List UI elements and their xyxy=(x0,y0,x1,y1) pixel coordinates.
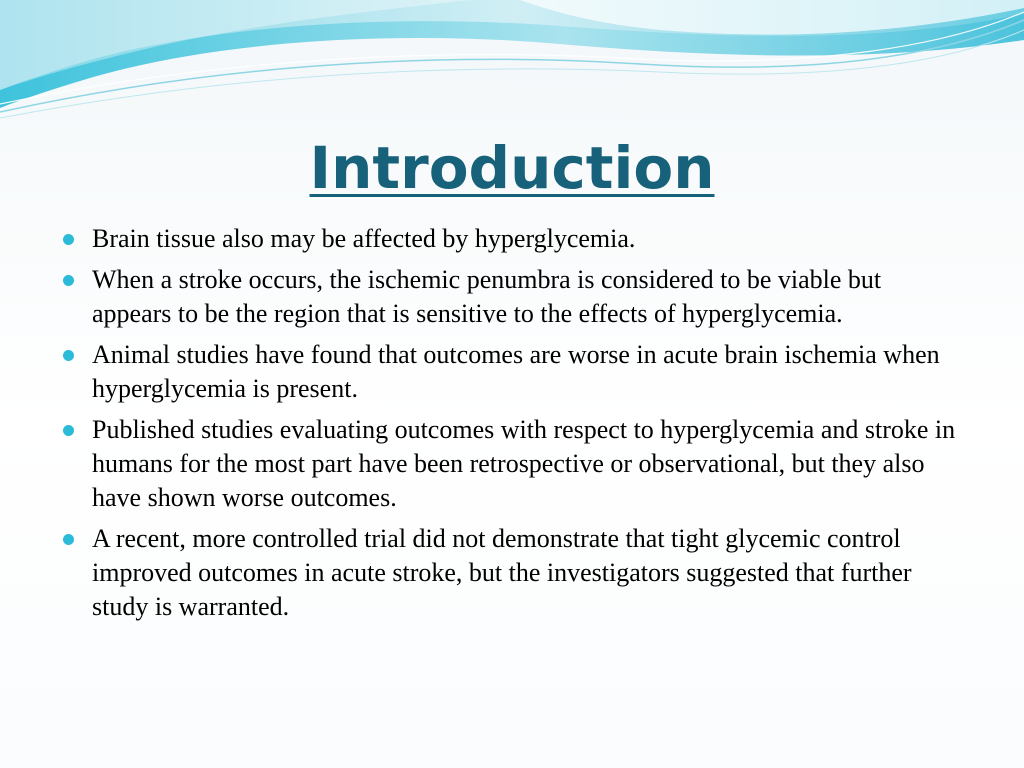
bullet-text: Brain tissue also may be affected by hyperglycemia. xyxy=(92,224,636,253)
bullet-list xyxy=(62,222,962,631)
bullet-text: Published studies evaluating outcomes with respect to hyperglycemia and stroke in humans for the most part have been retrospective or observational, but they also have shown worse outcomes. xyxy=(92,415,956,512)
bullet-item xyxy=(62,522,962,624)
bullet-item xyxy=(62,338,962,406)
bullet-item xyxy=(62,263,962,331)
bullet-dot-icon xyxy=(63,350,74,361)
bullet-text: A recent, more controlled trial did not demonstrate that tight glycemic control improved outcomes in acute stroke, but the investigators suggested that further study is warranted. xyxy=(92,524,912,621)
bullet-dot-icon xyxy=(63,275,74,286)
bullet-text: Animal studies have found that outcomes are worse in acute brain ischemia when hyperglycemia is present. xyxy=(92,340,940,403)
bullet-dot-icon xyxy=(63,425,74,436)
bullet-item xyxy=(62,413,962,515)
decorative-wave-banner xyxy=(0,0,1024,130)
page-title: Introduction xyxy=(309,134,715,202)
bullet-text: When a stroke occurs, the ischemic penumbra is considered to be viable but appears to be the region that is sensitive to the effects of hyperglycemia. xyxy=(92,265,882,328)
bullet-dot-icon xyxy=(63,234,74,245)
bullet-dot-icon xyxy=(63,534,74,545)
bullet-item xyxy=(62,222,962,256)
